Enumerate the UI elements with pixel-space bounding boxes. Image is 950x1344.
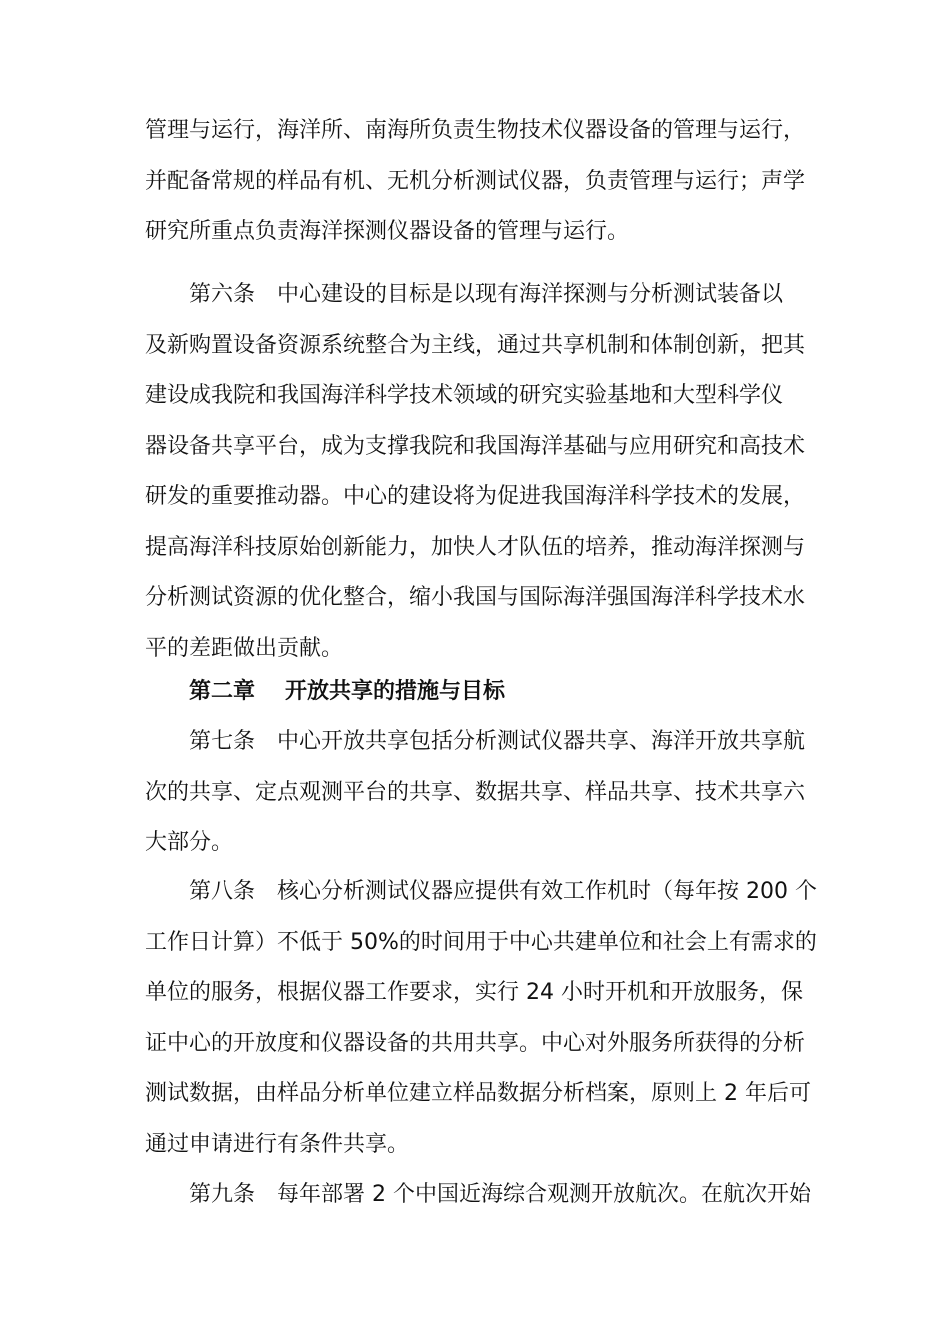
text-line: 提高海洋科技原始创新能力，加快人才队伍的培养，推动海洋探测与 <box>145 534 806 560</box>
article-8 <box>145 867 817 1170</box>
chapter-label: 第二章 <box>189 679 256 704</box>
text-line: 研究所重点负责海洋探测仪器设备的管理与运行。 <box>145 219 630 244</box>
text-line: 大部分。 <box>145 830 234 855</box>
text-line: 工作日计算）不低于 50%的时间用于中心共建单位和社会上有需求的 <box>145 929 817 955</box>
article-7 <box>145 717 809 869</box>
article-label: 第九条 <box>189 1182 256 1207</box>
text-line: 管理与运行，海洋所、南海所负责生物技术仪器设备的管理与运行， <box>145 118 806 143</box>
text-line: 研发的重要推动器。中心的建设将为促进我国海洋科学技术的发展， <box>145 484 806 509</box>
article-label: 第六条 <box>189 282 256 307</box>
article-label: 第七条 <box>189 729 256 754</box>
text-line: 通过申请进行有条件共享。 <box>145 1131 410 1157</box>
text-line: 分析测试资源的优化整合，缩小我国与国际海洋强国海洋科学技术水 <box>145 585 806 610</box>
article-6 <box>145 270 809 674</box>
article-text: 中心开放共享包括分析测试仪器共享、海洋开放共享航 <box>277 729 806 754</box>
article-text: 中心建设的目标是以现有海洋探测与分析测试装备以 <box>277 282 784 307</box>
text-line: 及新购置设备资源系统整合为主线，通过共享机制和体制创新，把其 <box>145 332 806 358</box>
text-line: 证中心的开放度和仪器设备的共用共享。中心对外服务所获得的分析 <box>145 1030 806 1056</box>
text-line <box>145 867 817 918</box>
article-9 <box>145 1170 812 1221</box>
text-line <box>145 270 809 321</box>
chapter-title: 开放共享的措施与目标 <box>285 679 506 704</box>
article-text: 核心分析测试仪器应提供有效工作机时（每年按 200 个 <box>277 879 817 904</box>
article-text: 每年部署 2 个中国近海综合观测开放航次。在航次开始 <box>277 1182 812 1207</box>
text-line <box>145 1170 812 1221</box>
chapter-heading <box>145 667 809 718</box>
paragraph-continuation <box>145 106 809 258</box>
text-line: 建设成我院和我国海洋科学技术领域的研究实验基地和大型科学仪 <box>145 383 784 408</box>
text-line: 平的差距做出贡献。 <box>145 635 344 661</box>
text-line: 单位的服务，根据仪器工作要求，实行 24 小时开机和开放服务，保 <box>145 980 803 1005</box>
text-line: 次的共享、定点观测平台的共享、数据共享、样品共享、技术共享六 <box>145 779 806 805</box>
text-line: 测试数据，由样品分析单位建立样品数据分析档案，原则上 2 年后可 <box>145 1081 811 1106</box>
heading-line <box>145 667 809 718</box>
text-line: 并配备常规的样品有机、无机分析测试仪器，负责管理与运行；声学 <box>145 168 806 194</box>
article-label: 第八条 <box>189 879 256 904</box>
text-line: 器设备共享平台，成为支撑我院和我国海洋基础与应用研究和高技术 <box>145 433 806 459</box>
text-line <box>145 717 809 768</box>
